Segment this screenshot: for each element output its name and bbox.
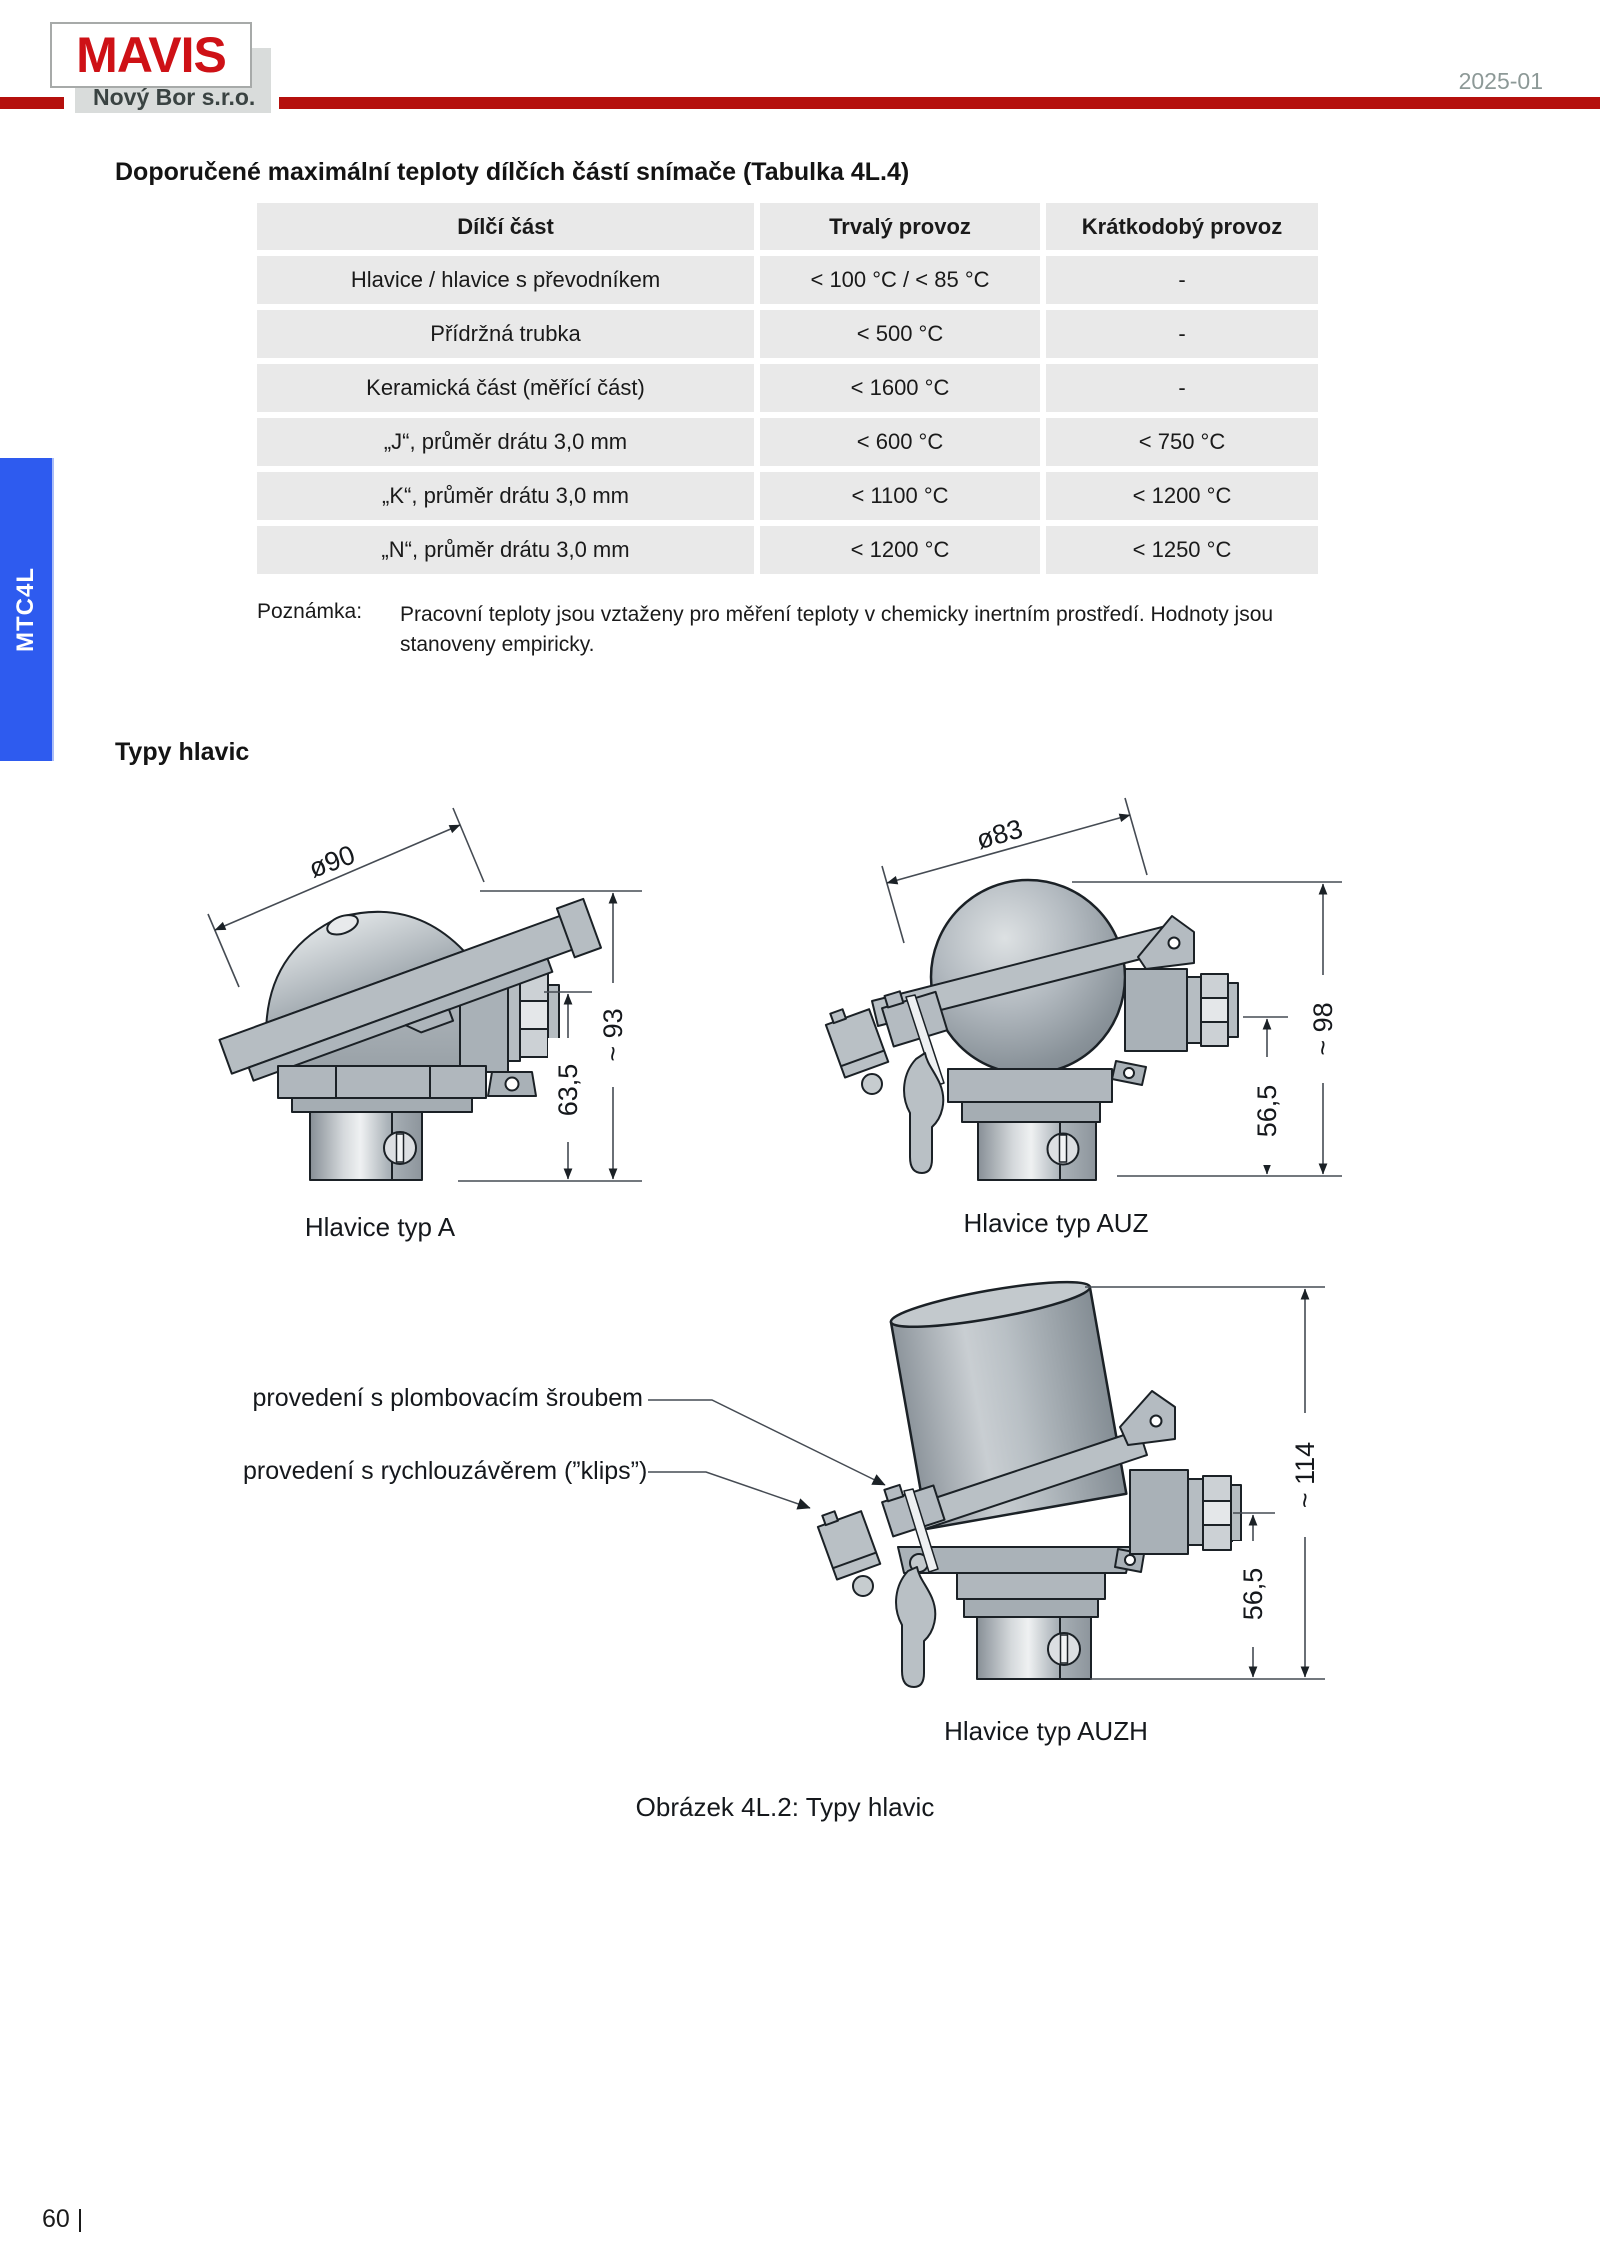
logo-subtitle: Nový Bor s.r.o. bbox=[93, 84, 256, 110]
head-auz-illustration bbox=[823, 880, 1238, 1180]
dim-label-total-auzh: ~ 114 bbox=[1290, 1441, 1320, 1509]
table-row bbox=[257, 418, 1318, 466]
column-header: Trvalý provoz bbox=[760, 203, 1040, 250]
table-cell: Přídržná trubka bbox=[257, 310, 754, 358]
sidebar-tab-mtc4l bbox=[0, 458, 54, 761]
caption-head-a: Hlavice typ A bbox=[304, 1212, 456, 1242]
table-cell: < 100 °C / < 85 °C bbox=[760, 256, 1040, 304]
head-a-illustration bbox=[194, 836, 607, 1180]
table-cell: < 1200 °C bbox=[760, 526, 1040, 574]
note-text: Pracovní teploty jsou vztaženy pro měření teploty v chemicky inertním prostředí. Hodnoty jsou stanoveny empiricky. bbox=[400, 603, 1274, 656]
drawing-head-type-auz bbox=[820, 785, 1380, 1255]
figure-caption: Obrázek 4L.2: Typy hlavic bbox=[635, 1792, 935, 1822]
column-header: Dílčí část bbox=[257, 203, 754, 250]
table-cell: < 750 °C bbox=[1046, 418, 1318, 466]
logo-text: MAVIS bbox=[76, 27, 226, 83]
table-row bbox=[257, 310, 1318, 358]
company-logo bbox=[50, 22, 252, 88]
caption-head-auzh: Hlavice typ AUZH bbox=[944, 1716, 1148, 1746]
table-cell: < 600 °C bbox=[760, 418, 1040, 466]
callout-leader-lines bbox=[648, 1400, 885, 1508]
table-cell: „K“, průměr drátu 3,0 mm bbox=[257, 472, 754, 520]
dim-label-diameter-a: ø90 bbox=[304, 839, 359, 884]
table-cell: „N“, průměr drátu 3,0 mm bbox=[257, 526, 754, 574]
table-cell: < 1250 °C bbox=[1046, 526, 1318, 574]
caption-head-auz: Hlavice typ AUZ bbox=[963, 1208, 1149, 1238]
drawing-head-type-auzh bbox=[430, 1255, 1380, 1755]
head-auzh-illustration bbox=[815, 1273, 1241, 1687]
table-cell: - bbox=[1046, 310, 1318, 358]
sidebar-tab-label: MTC4L bbox=[12, 567, 39, 652]
drawing-head-type-a bbox=[140, 790, 700, 1260]
table-row bbox=[257, 364, 1318, 412]
dim-label-lower-auzh: 56,5 bbox=[1238, 1567, 1268, 1621]
table-cell: < 1600 °C bbox=[760, 364, 1040, 412]
document-date: 2025-01 bbox=[1458, 68, 1543, 94]
table-row bbox=[257, 256, 1318, 304]
table-cell: < 500 °C bbox=[760, 310, 1040, 358]
table-row bbox=[257, 526, 1318, 574]
note-label: Poznámka: bbox=[257, 600, 363, 623]
dim-label-lower-auz: 56,5 bbox=[1252, 1084, 1282, 1138]
callout-sealing-screw: provedení s plombovacím šroubem bbox=[252, 1384, 643, 1412]
table-cell: Hlavice / hlavice s převodníkem bbox=[257, 256, 754, 304]
callout-clip: provedení s rychlouzávěrem (”klips”) bbox=[243, 1457, 648, 1485]
table-cell: < 1200 °C bbox=[1046, 472, 1318, 520]
table-row bbox=[257, 472, 1318, 520]
table-header-row bbox=[257, 203, 1318, 250]
table-cell: Keramická část (měřící část) bbox=[257, 364, 754, 412]
dim-label-lower-a: 63,5 bbox=[553, 1063, 583, 1117]
dim-label-total-auz: ~ 98 bbox=[1308, 1002, 1338, 1056]
table-cell: - bbox=[1046, 256, 1318, 304]
section-title-temps: Doporučené maximální teploty dílčích částí snímače (Tabulka 4L.4) bbox=[115, 158, 910, 186]
table-cell: „J“, průměr drátu 3,0 mm bbox=[257, 418, 754, 466]
table-cell: < 1100 °C bbox=[760, 472, 1040, 520]
temps-table bbox=[251, 197, 1324, 580]
header-rule-left bbox=[0, 97, 64, 109]
dim-label-diameter-auz: ø83 bbox=[973, 813, 1027, 856]
header-rule-right bbox=[279, 97, 1600, 109]
column-header: Krátkodobý provoz bbox=[1046, 203, 1318, 250]
page-number: 60 | bbox=[42, 2205, 84, 2233]
table-cell: - bbox=[1046, 364, 1318, 412]
section-title-heads: Typy hlavic bbox=[115, 738, 250, 766]
dim-label-total-a: ~ 93 bbox=[598, 1008, 628, 1062]
